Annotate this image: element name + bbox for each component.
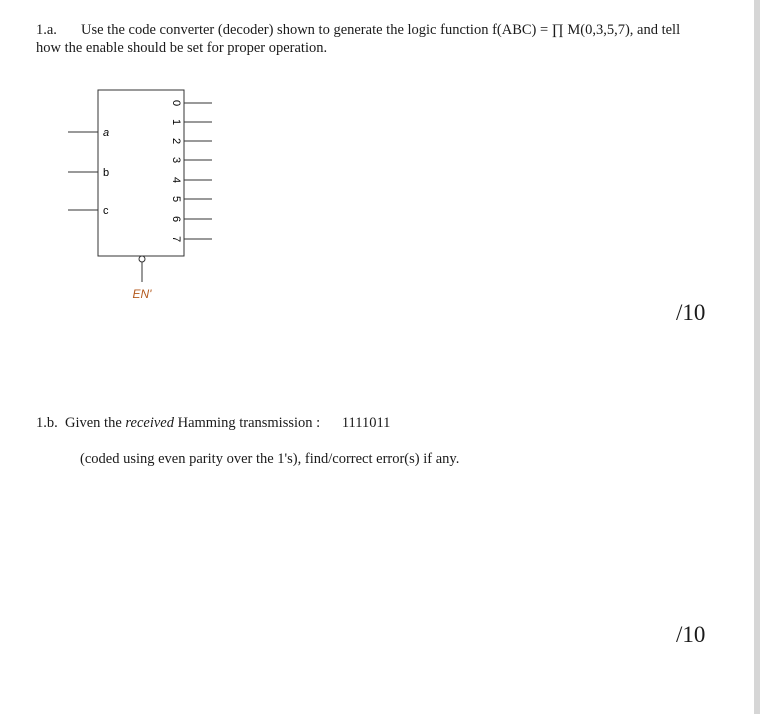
question-1b-received: received [125, 415, 174, 431]
question-1b-note: (coded using even parity over the 1's), find/correct error(s) if any. [80, 451, 460, 467]
output-label-1: 1 [170, 118, 182, 126]
input-label-c: c [103, 205, 109, 217]
output-label-4: 4 [170, 176, 182, 184]
enable-label: EN' [132, 287, 152, 301]
input-lines [68, 132, 98, 210]
score-1b: /10 [676, 622, 706, 647]
score-1a: /10 [676, 300, 706, 325]
question-1b-number: 1.b. [36, 415, 58, 431]
output-label-2: 2 [170, 137, 182, 145]
decoder-diagram [60, 86, 230, 316]
output-label-0: 0 [170, 99, 182, 107]
output-label-6: 6 [170, 215, 182, 223]
question-1b-suffix: Hamming transmission : [177, 415, 321, 431]
question-1a [36, 21, 726, 57]
input-label-a: a [103, 127, 110, 139]
question-1a-text-line2: how the enable should be set for proper operation. [36, 40, 328, 56]
enable-bubble [139, 256, 145, 262]
output-lines [184, 103, 212, 239]
decoder-box [98, 90, 184, 256]
input-label-b: b [103, 167, 110, 179]
decoder-svg [60, 86, 230, 316]
question-1a-text: Use the code converter (decoder) shown to generate the logic function f(ABC) = ∏ M(0,3,5,7), and tell [81, 22, 681, 38]
question-1a-number: 1.a. [36, 22, 57, 38]
hamming-code: 1111011 [341, 415, 391, 431]
question-1a-line1 [36, 21, 726, 39]
question-1b-prefix: Given the [65, 415, 122, 431]
output-label-3: 3 [170, 156, 182, 164]
output-label-5: 5 [170, 195, 182, 203]
scrollbar[interactable] [754, 0, 760, 714]
question-1b [36, 414, 390, 432]
output-label-7: 7 [170, 235, 182, 243]
